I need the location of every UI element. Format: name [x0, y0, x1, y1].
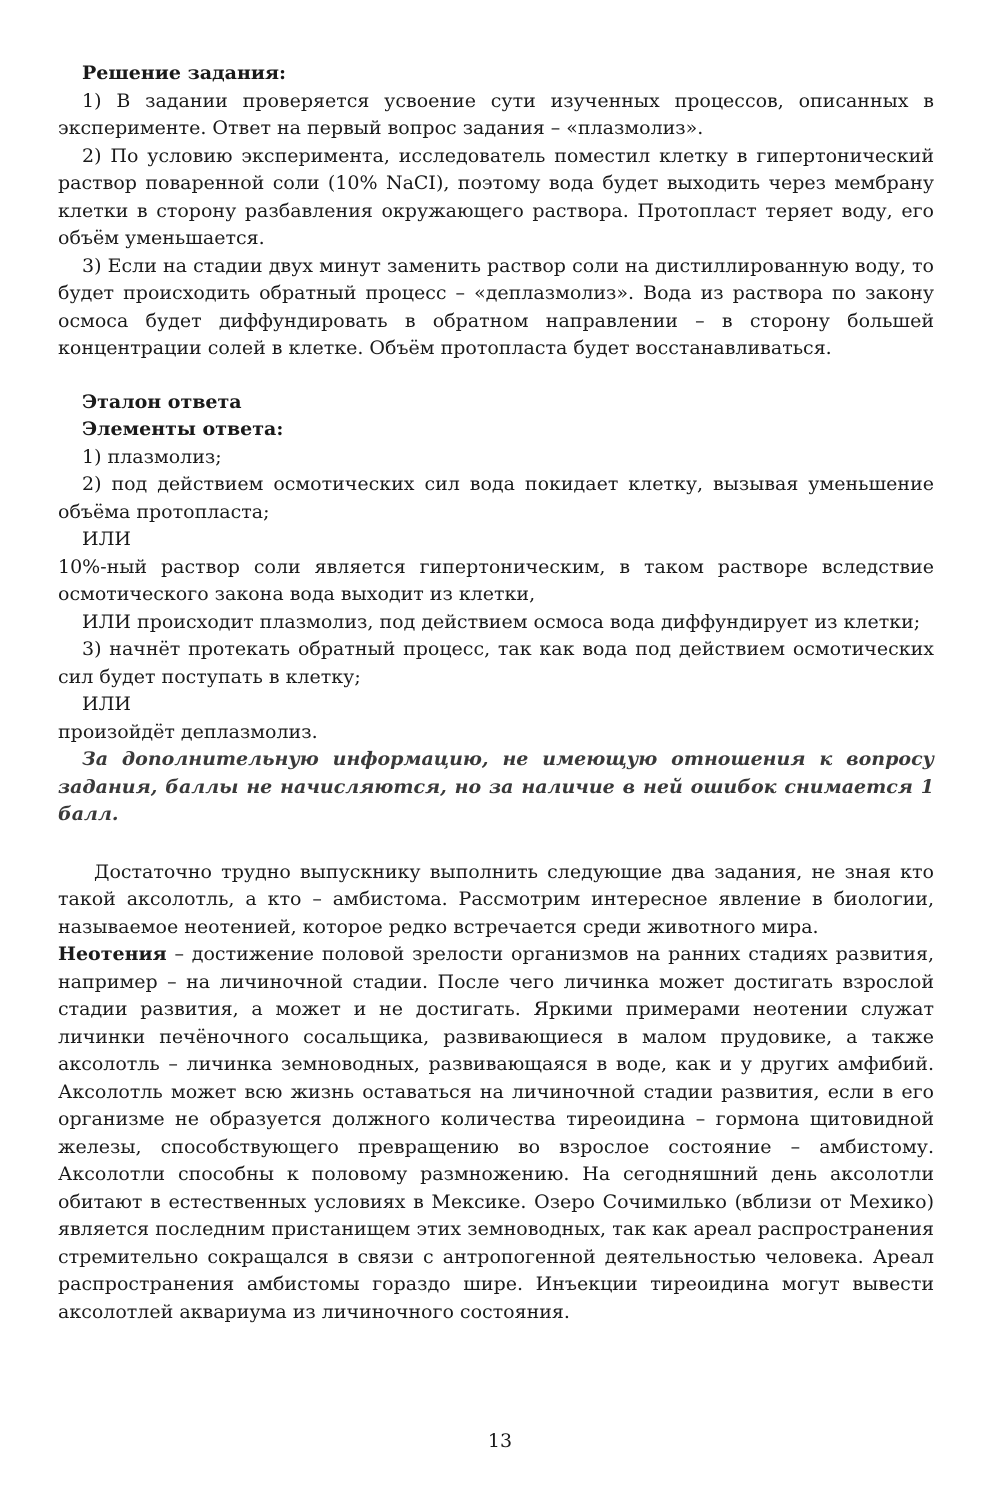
answer-alternative-1: 10%-ный раствор соли является гипертоническим, в таком растворе вследствие осмотического закона вода выходит из клетки, [58, 555, 934, 605]
answer-item-3: 3) начнёт протекать обратный процесс, так как вода под действием осмотических сил будет поступать в клетку; [58, 638, 934, 688]
answer-alternative-2: ИЛИ происходит плазмолиз, под действием осмоса вода диффундирует из клетки; [82, 610, 921, 633]
essay-definition-paragraph [58, 941, 934, 1326]
neoteny-term: Неотения [58, 943, 167, 965]
answer-item-2: 2) под действием осмотических сил вода покидает клетку, вызывая уменьшение объёма протопласта; [58, 473, 934, 523]
answer-alternative-3: произойдёт деплазмолиз. [58, 720, 318, 743]
solution-paragraph-1: 1) В задании проверяется усвоение сути изученных процессов, описанных в эксперименте. Ответ на первый вопрос задания – «плазмолиз». [58, 89, 934, 139]
or-separator-2: ИЛИ [82, 693, 131, 715]
solution-section [58, 60, 934, 363]
neoteny-essay-section [58, 859, 934, 1327]
page-number: 13 [487, 1430, 513, 1452]
solution-paragraph-3: 3) Если на стадии двух минут заменить раствор соли на дистиллированную воду, то будет происходить обратный процесс – «деплазмолиз». Вода из раствора по закону осмоса будет диффундировать в обратном направлении – в сторону большей концентрации солей в клетке. Объём протопласта будет восстанавливаться. [58, 254, 934, 359]
essay-intro: Достаточно трудно выпускнику выполнить следующие два задания, не зная кто такой аксолотль, а кто – амбистома. Рассмотрим интересное явление в биологии, называемое неотенией, которое редко встречается среди животного мира. [58, 860, 934, 938]
reference-answer-section [58, 389, 934, 829]
page-content [58, 60, 934, 1326]
solution-paragraph-2: 2) По условию эксперимента, исследователь поместил клетку в гипертонический раствор поваренной соли (10% NaCI), поэтому вода будет выходить через мембрану клетки в сторону разбавления окружающего раствора. Протопласт теряет воду, его объём уменьшается. [58, 144, 934, 249]
or-separator-1: ИЛИ [82, 528, 131, 550]
reference-heading: Эталон ответа [82, 390, 242, 413]
solution-heading: Решение задания: [82, 62, 287, 84]
grading-note: За дополнительную информацию, не имеющую отношения к вопросу задания, баллы не начисляются, но за наличие в ней ошибок снимается 1 балл. [58, 748, 934, 825]
neoteny-definition: – достижение половой зрелости организмов на ранних стадиях развития, например – на личиночной стадии. После чего личинка может достигать взрослой стадии развития, а может и не достигать. Яркими примерами неотении служат личинки печёночного сосальщика, развивающиеся в малом прудовике, а также аксолотль – личинка земноводных, развивающаяся в воде, как и у других амфибий. Аксолотль может всю жизнь оставаться на личиночной стадии развития, если в его организме не образуется должного количества тиреоидина – гормона щитовидной железы, способствующего превращению во взрослое состояние – амбистому. Аксолотли способны к половому размножению. На сегодняшний день аксолотли обитают в естественных условиях в Мексике. Озеро Сочимилько (вблизи от Мехико) является последним пристанищем этих земноводных, так как ареал распространения стремительно сокращался в связи с антропогенной деятельностью человека. Ареал распространения амбистомы гораздо шире. Инъекции тиреоидина могут вывести аксолотлей аквариума из личиночного состояния. [58, 943, 934, 1323]
answer-item-1: 1) плазмолиз; [82, 445, 222, 468]
reference-subheading: Элементы ответа: [82, 418, 284, 440]
